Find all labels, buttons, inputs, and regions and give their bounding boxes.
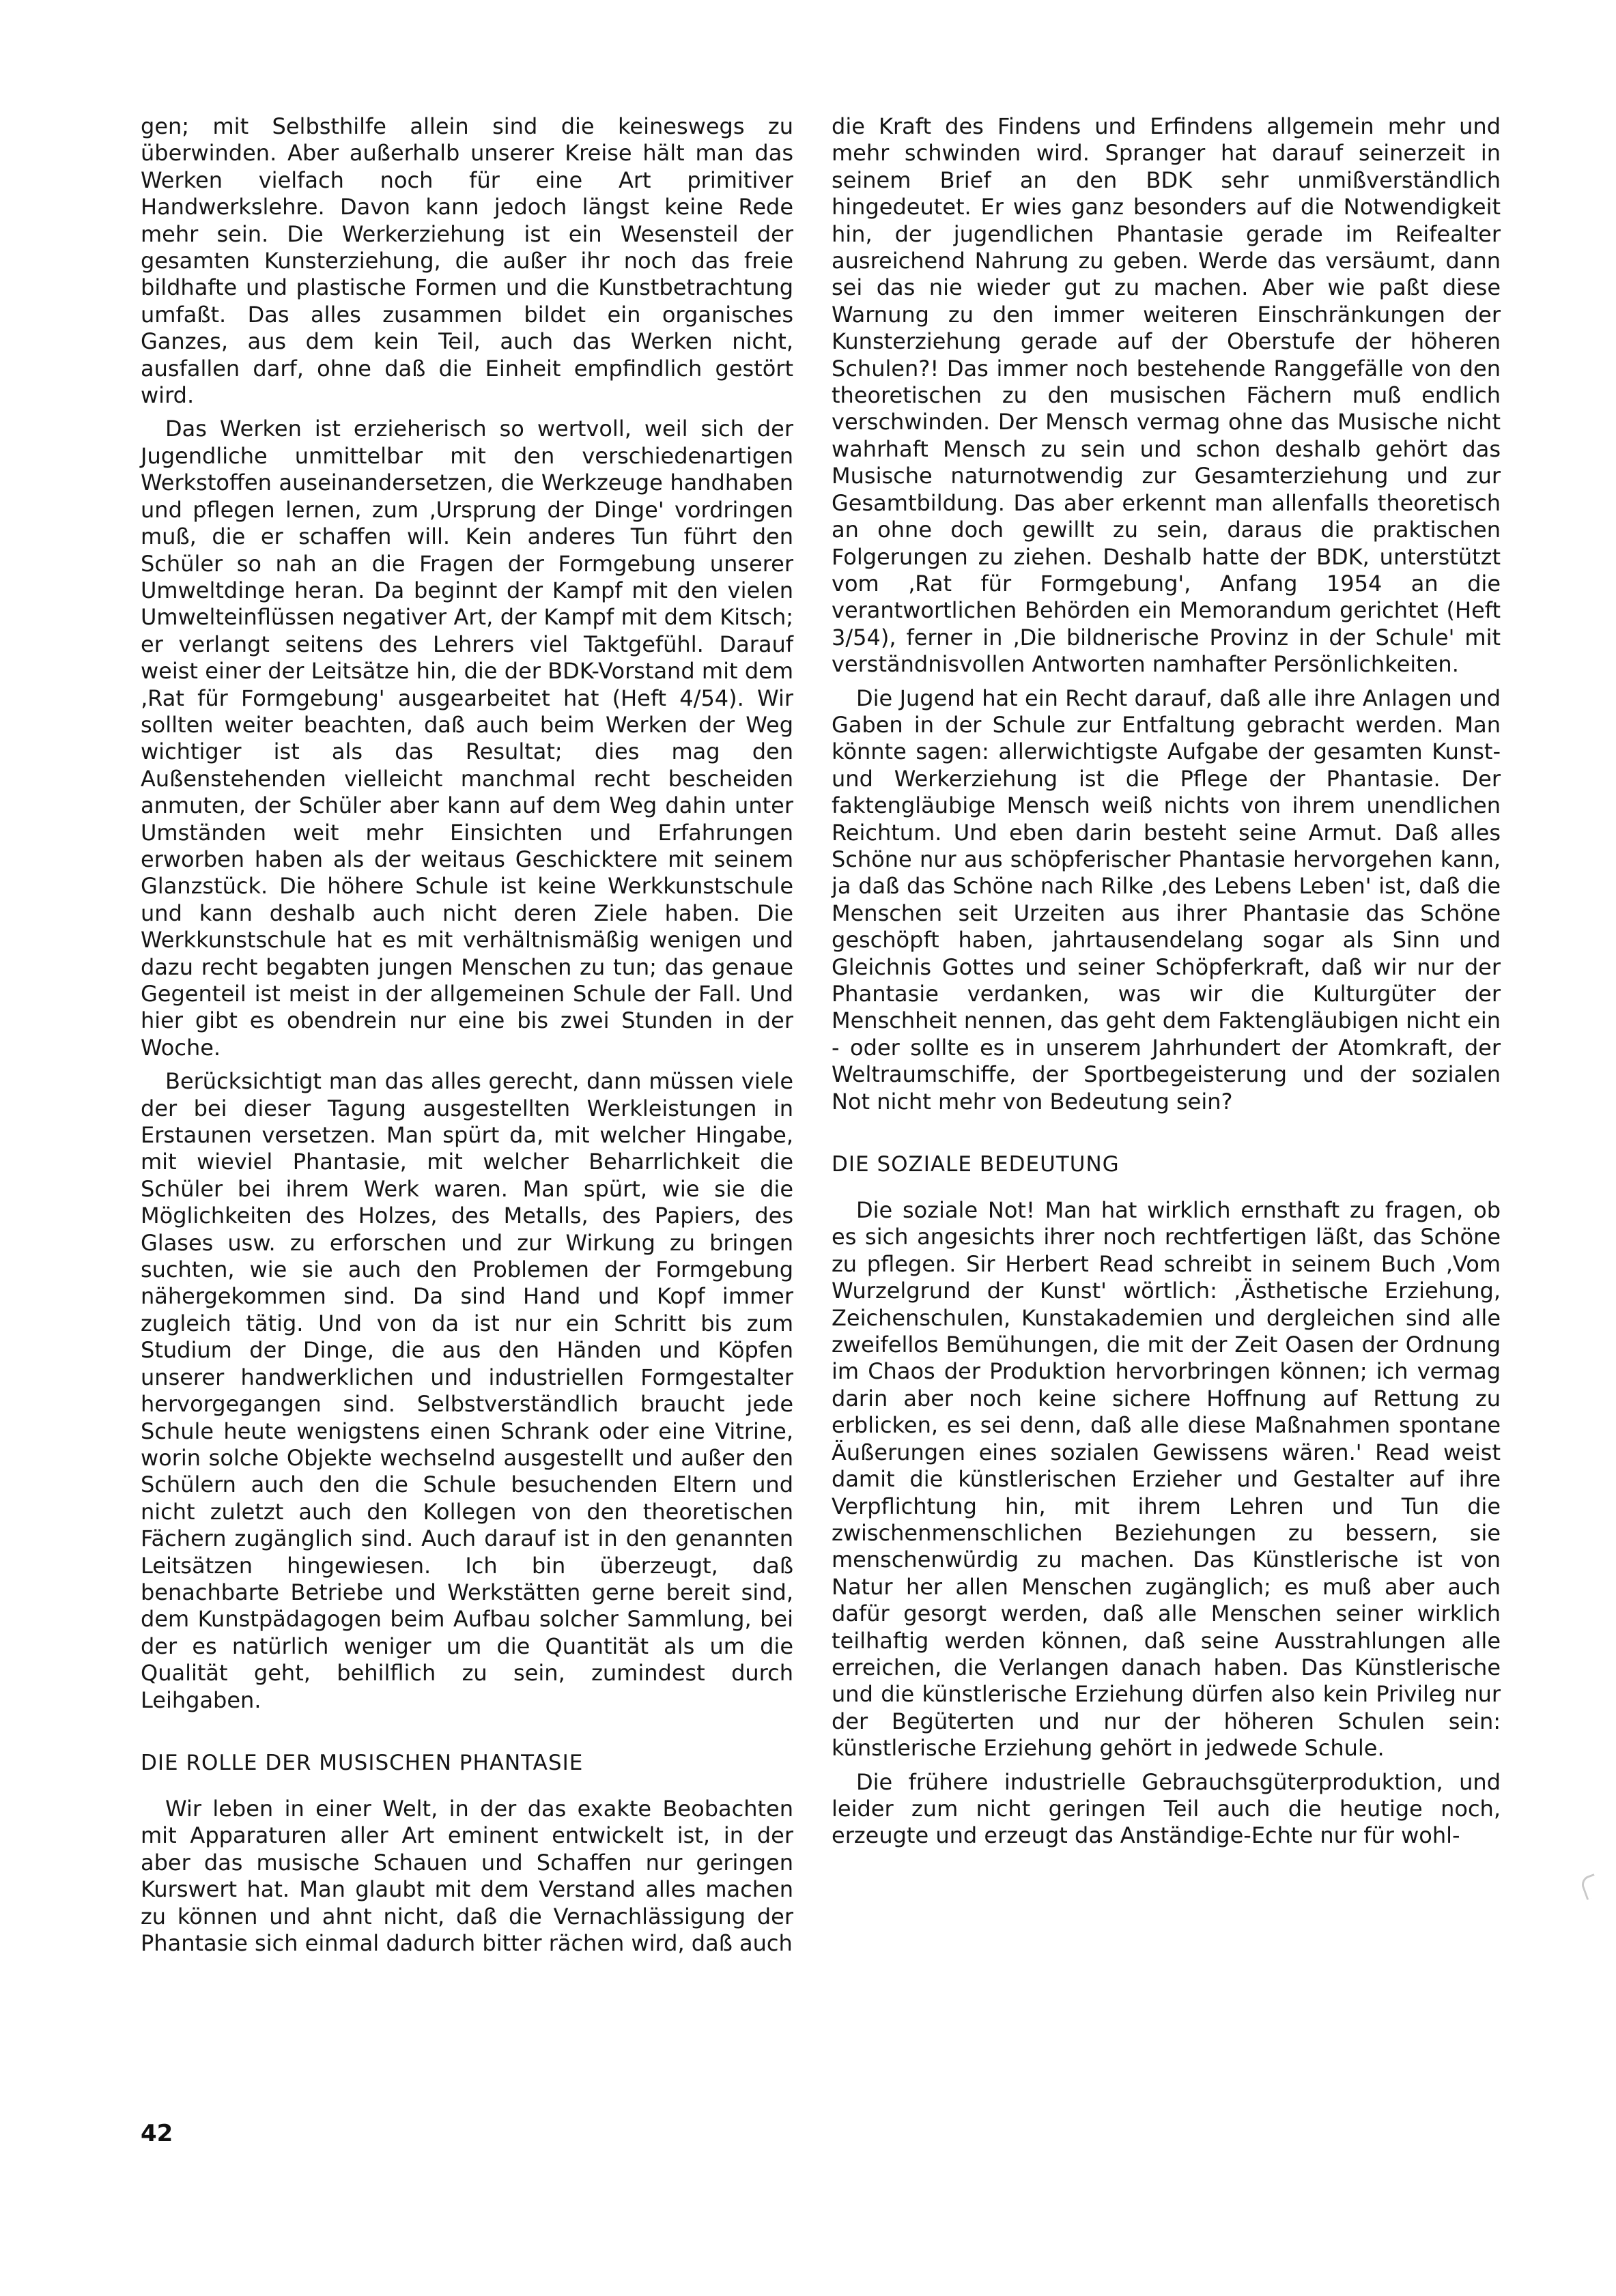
right-text-column <box>832 113 1501 1850</box>
paragraph: Die soziale Not! Man hat wirklich ernsthaft zu fragen, ob es sich angesichts ihrer noch rechtfertigen läßt, das Schöne zu pflegen. Sir Herbert Read schreibt in seinem Buch ‚Vom Wurzelgrund der Kunst' wörtlich: ‚Ästhetische Erziehung, Zeichenschulen, Kunstakademien und dergleichen sind alle zweifellos Bemühungen, die mit der Zeit Oasen der Ordnung im Chaos der Produktion hervorbringen können; ich vermag darin aber noch keine sichere Hoffnung auf Rettung zu erblicken, es sei denn, daß alle diese Maßnahmen spontane Äußerungen eines sozialen Gewissens wären.' Read weist damit die künstlerischen Erzieher und Gestalter auf ihre Verpflichtung hin, mit ihrem Lehren und Tun die zwischenmenschlichen Beziehungen zu bessern, sie menschenwürdig zu machen. Das Künstlerische ist von Natur her allen Menschen zugänglich; es muß aber auch dafür gesorgt werden, daß alle Menschen seiner wirklich teilhaftig werden können, daß seine Ausstrahlungen alle erreichen, die Verlangen danach haben. Das Künstlerische und die künstlerische Erziehung dürfen also kein Privileg nur der Begüterten und nur der höheren Schulen sein: künstlerische Erziehung gehört in jedwede Schule. <box>832 1197 1501 1762</box>
paragraph: gen; mit Selbsthilfe allein sind die keineswegs zu überwinden. Aber außerhalb unserer Kreise hält man das Werken vielfach noch für eine Art primitiver Handwerkslehre. Davon kann jedoch längst keine Rede mehr sein. Die Werkerziehung ist ein Wesensteil der gesamten Kunsterziehung, die außer ihr noch das freie bildhafte und plastische Formen und die Kunstbetrachtung umfaßt. Das alles zusammen bildet ein organisches Ganzes, aus dem kein Teil, auch das Werken nicht, ausfallen darf, ohne daß die Einheit empfindlich gestört wird. <box>141 113 793 409</box>
paragraph: Die Jugend hat ein Recht darauf, daß alle ihre Anlagen und Gaben in der Schule zur Entfaltung gebracht werden. Man könnte sagen: allerwichtigste Aufgabe der gesamten Kunst- und Werkerziehung ist die Pflege der Phantasie. Der faktengläubige Mensch weiß nichts von ihrem unendlichen Reichtum. Und eben darin besteht seine Armut. Daß alles Schöne nur aus schöpferischer Phantasie hervorgehen kann, ja daß das Schöne nach Rilke ‚des Lebens Leben' ist, daß die Menschen seit Urzeiten aus ihrer Phantasie das Schöne geschöpft haben, jahrtausendelang sogar als Sinn und Gleichnis Gottes und seiner Schöpferkraft, daß wir nur der Phantasie verdanken, was wir die Kulturgüter der Menschheit nennen, das geht dem Faktengläubigen nicht ein - oder sollte es in unserem Jahrhundert der Atomkraft, der Weltraumschiffe, der Sportbegeisterung und der sozialen Not nicht mehr von Bedeutung sein? <box>832 685 1501 1115</box>
paragraph: Wir leben in einer Welt, in der das exakte Beobachten mit Apparaturen aller Art eminent entwickelt ist, in der aber das musische Schauen und Schaffen nur geringen Kurswert hat. Man glaubt mit dem Verstand alles machen zu können und ahnt nicht, daß die Vernachlässigung der Phantasie sich einmal dadurch bitter rächen wird, daß auch <box>141 1795 793 1956</box>
left-text-column <box>141 113 793 1957</box>
paragraph: Die frühere industrielle Gebrauchsgüterproduktion, und leider zum nicht geringen Teil auch die heutige noch, erzeugte und erzeugt das Anständige-Echte nur für wohl- <box>832 1768 1501 1849</box>
section-heading: DIE ROLLE DER MUSISCHEN PHANTASIE <box>141 1750 584 1775</box>
page-edge-mark <box>1579 1874 1602 1900</box>
paragraph: Das Werken ist erzieherisch so wertvoll, weil sich der Jugendliche unmittelbar mit den verschiedenartigen Werkstoffen auseinandersetzen, die Werkzeuge handhaben und pflegen lernen, zum ‚Ursprung der Dinge' vordringen muß, die er schaffen will. Kein anderes Tun führt den Schüler so nah an die Fragen der Formgebung unserer Umweltdinge heran. Da beginnt der Kampf mit den vielen Umwelteinflüssen negativer Art, der Kampf mit dem Kitsch; er verlangt seitens des Lehrers viel Taktgefühl. Darauf weist einer der Leitsätze hin, die der BDK-Vorstand mit dem ‚Rat für Formgebung' ausgearbeitet hat (Heft 4/54). Wir sollten weiter beachten, daß auch beim Werken der Weg wichtiger ist als das Resultat; dies mag den Außenstehenden vielleicht manchmal recht bescheiden anmuten, der Schüler aber kann auf dem Weg dahin unter Umständen weit mehr Einsichten und Erfahrungen erworben haben als der weitaus Geschicktere mit seinem Glanzstück. Die höhere Schule ist keine Werkkunstschule und kann deshalb auch nicht deren Ziele haben. Die Werkkunstschule hat es mit verhältnismäßig wenigen und dazu recht begabten jungen Menschen zu tun; das genaue Gegenteil ist meist in der allgemeinen Schule der Fall. Und hier gibt es obendrein nur eine bis zwei Stunden in der Woche. <box>141 416 793 1061</box>
page-number: 42 <box>141 2120 173 2147</box>
section-heading: DIE SOZIALE BEDEUTUNG <box>832 1152 1120 1177</box>
paragraph: Berücksichtigt man das alles gerecht, dann müssen viele der bei dieser Tagung ausgestellten Werkleistungen in Erstaunen versetzen. Man spürt da, mit welcher Hingabe, mit wieviel Phantasie, mit welcher Beharrlichkeit die Schüler bei ihrem Werk waren. Man spürt, wie sie die Möglichkeiten des Holzes, des Metalls, des Papiers, des Glases usw. zu erforschen und zur Wirkung zu bringen suchten, wie sie auch den Problemen der Formgebung nähergekommen sind. Da sind Hand und Kopf immer zugleich tätig. Und von da ist nur ein Schritt bis zum Studium der Dinge, die aus den Händen und Köpfen unserer handwerklichen und industriellen Formgestalter hervorgegangen sind. Selbstverständlich braucht jede Schule heute wenigstens einen Schrank oder eine Vitrine, worin solche Objekte wechselnd ausgestellt und außer den Schülern auch den die Schule besuchenden Eltern und nicht zuletzt auch den Kollegen von den theoretischen Fächern zugänglich sind. Auch darauf ist in den genannten Leitsätzen hingewiesen. Ich bin überzeugt, daß benachbarte Betriebe und Werkstätten gerne bereit sind, dem Kunstpädagogen beim Aufbau solcher Sammlung, bei der es natürlich weniger um die Quantität als um die Qualität geht, behilflich zu sein, zumindest durch Leihgaben. <box>141 1068 793 1713</box>
paragraph: die Kraft des Findens und Erfindens allgemein mehr und mehr schwinden wird. Spranger hat darauf seinerzeit in seinem Brief an den BDK sehr unmißverständlich hingedeutet. Er wies ganz besonders auf die Notwendigkeit hin, der jugendlichen Phantasie gerade im Reifealter ausreichend Nahrung zu geben. Werde das versäumt, dann sei das nie wieder gut zu machen. Aber wie paßt diese Warnung zu den immer weiteren Einschränkungen der Kunsterziehung gerade auf der Oberstufe der höheren Schulen?! Das immer noch bestehende Ranggefälle von den theoretischen zu den musischen Fächern muß endlich verschwinden. Der Mensch vermag ohne das Musische nicht wahrhaft Mensch zu sein und schon deshalb gehört das Musische naturnotwendig zur Gesamterziehung und zur Gesamtbildung. Das aber erkennt man allenfalls theoretisch an ohne doch gewillt zu sein, daraus die praktischen Folgerungen zu ziehen. Deshalb hatte der BDK, unterstützt vom ‚Rat für Formgebung', Anfang 1954 an die verantwortlichen Behörden ein Memorandum gerichtet (Heft 3/54), ferner in ‚Die bildnerische Provinz in der Schule' mit verständnisvollen Antworten namhafter Persönlichkeiten. <box>832 113 1501 678</box>
